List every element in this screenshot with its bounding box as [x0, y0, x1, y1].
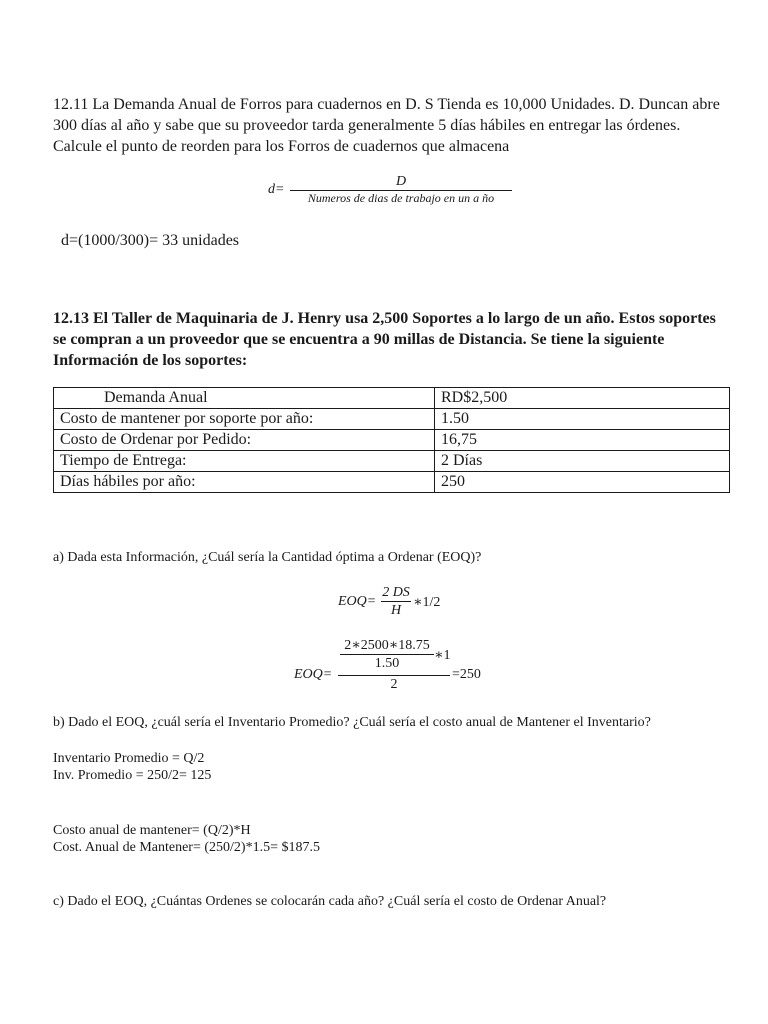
table-row [54, 388, 730, 409]
table-cell-value: 16,75 [435, 430, 730, 451]
eoq-denominator: H [381, 601, 411, 619]
eoq-calc-result: =250 [452, 667, 481, 682]
formula-lhs: d= [268, 182, 285, 197]
part-b-question: b) Dado el EOQ, ¿cuál sería el Inventario Promedio? ¿Cuál sería el costo anual de Mantener el Inventario? [53, 715, 651, 730]
table-cell-label: Tiempo de Entrega: [54, 451, 435, 472]
formula-denominator: Numeros de dias de trabajo en un a ño [290, 190, 512, 206]
table-cell-value: RD$2,500 [435, 388, 730, 409]
part-a-question: a) Dada esta Información, ¿Cuál sería la Cantidad óptima a Ordenar (EOQ)? [53, 550, 482, 565]
eoq-fraction [381, 584, 411, 619]
eoq-calc-outer-denominator: 2 [338, 675, 450, 694]
eoq-calc-lhs: EOQ= [294, 667, 333, 682]
table-cell-label: Costo de Ordenar por Pedido: [54, 430, 435, 451]
table-row [54, 472, 730, 493]
table-cell-value: 250 [435, 472, 730, 493]
table-row [54, 451, 730, 472]
table-cell-label: Costo de mantener por soporte por año: [54, 409, 435, 430]
table-cell-value: 2 Días [435, 451, 730, 472]
table-cell-value: 1.50 [435, 409, 730, 430]
eoq-calc-inner-numerator: 2∗2500∗18.75 [344, 638, 430, 653]
table-row [54, 409, 730, 430]
holding-cost-result: Cost. Anual de Mantener= (250/2)*1.5= $187.5 [53, 840, 320, 855]
formula-fraction [290, 174, 512, 206]
part-c-question: c) Dado el EOQ, ¿Cuántas Ordenes se colocarán cada año? ¿Cuál sería el costo de Ordenar Anual? [53, 894, 607, 909]
reorder-result: d=(1000/300)= 33 unidades [61, 232, 240, 249]
table-cell-label: Días hábiles por año: [54, 472, 435, 493]
avg-inventory-formula: Inventario Promedio = Q/2 [53, 751, 205, 766]
eoq-formula [338, 584, 458, 624]
problem-12-11-text: 12.11 La Demanda Anual de Forros para cuadernos en D. S Tienda es 10,000 Unidades. D. Duncan abre 300 días al año y sabe que su proveedor tarda generalmente 5 días hábiles en entregar las órdenes. Calcule el punto de reorden para los Forros de cuadernos que almacena [53, 96, 720, 155]
avg-inventory-result: Inv. Promedio = 250/2= 125 [53, 768, 212, 783]
info-table [53, 387, 730, 493]
holding-cost-formula: Costo anual de mantener= (Q/2)*H [53, 823, 251, 838]
eoq-lhs: EOQ= [338, 594, 377, 609]
eoq-calc-inner-fraction [340, 637, 434, 672]
eoq-calc-outer-fraction [338, 637, 450, 694]
problem-12-13-text: 12.13 El Taller de Maquinaria de J. Henry usa 2,500 Soportes a lo largo de un año. Estos soportes se compran a un proveedor que se encuentra a 90 millas de Distancia. Se tiene la siguiente Información de los soportes: [53, 310, 716, 369]
table-row [54, 430, 730, 451]
eoq-calc-inner-tail: ∗1 [434, 648, 451, 663]
eoq-numerator: 2 DS [382, 585, 410, 600]
reorder-formula [268, 174, 528, 210]
eoq-tail: ∗1/2 [413, 595, 441, 610]
eoq-calc-outer-numerator [338, 637, 450, 675]
formula-numerator: D [395, 174, 407, 189]
eoq-calc-inner-denominator: 1.50 [340, 654, 434, 672]
table-cell-label: Demanda Anual [54, 388, 435, 409]
eoq-calculation [294, 637, 494, 697]
